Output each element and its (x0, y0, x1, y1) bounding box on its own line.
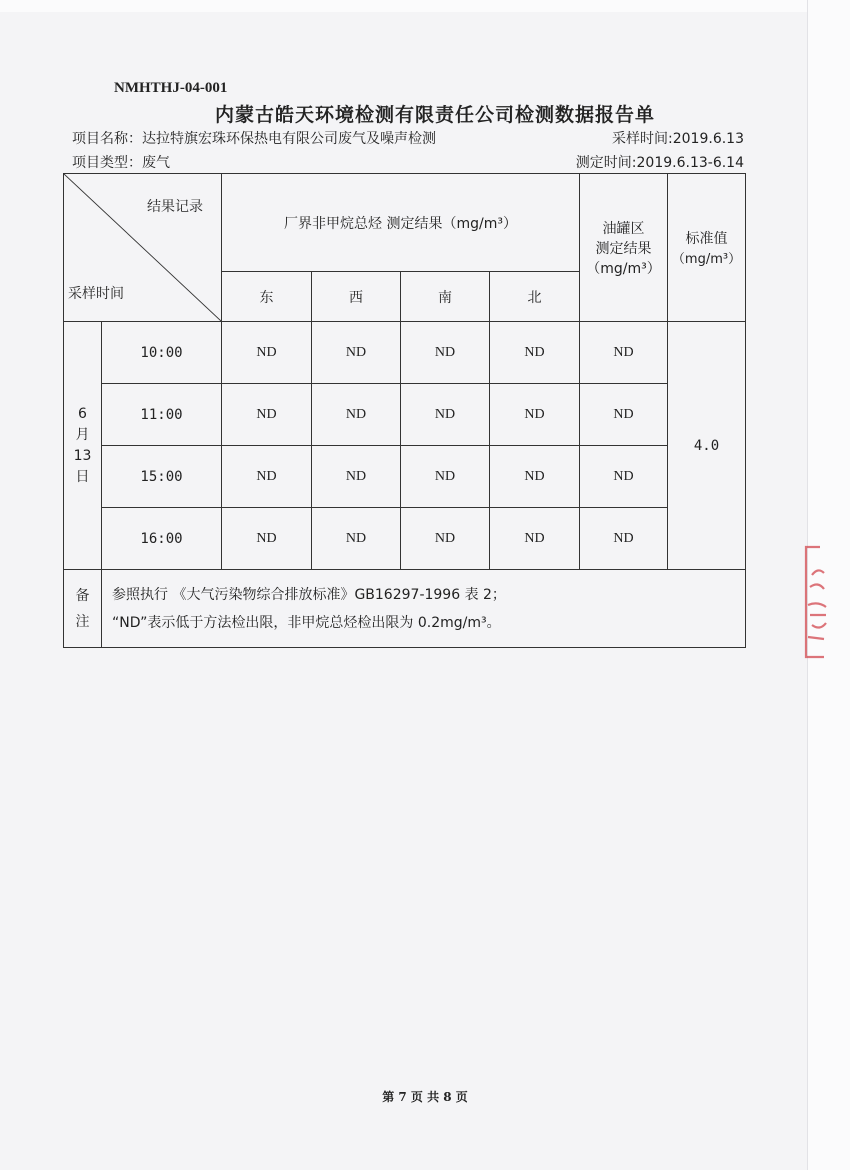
time-cell: 16:00 (102, 508, 222, 570)
boundary-header: 厂界非甲烷总烃 测定结果（mg/m³） (222, 174, 580, 272)
project-type: 项目类型：废气 (72, 155, 170, 171)
corner-result-label: 结果记录 (147, 199, 203, 215)
standard-value: 4.0 (668, 322, 746, 570)
south-value: ND (401, 508, 490, 570)
notes-label-part: 备 (75, 587, 90, 604)
tank-value: ND (580, 322, 668, 384)
south-value: ND (401, 322, 490, 384)
direction-north: 北 (490, 272, 580, 322)
time-cell: 10:00 (102, 322, 222, 384)
direction-west: 西 (312, 272, 401, 322)
west-value: ND (312, 322, 401, 384)
table-row (64, 508, 746, 570)
page-edge-top (0, 0, 850, 12)
south-value: ND (401, 384, 490, 446)
direction-east: 东 (222, 272, 312, 322)
east-value: ND (222, 322, 312, 384)
date-part: 13 (73, 447, 92, 464)
table-row (64, 322, 746, 384)
date-cell (64, 322, 102, 570)
date-part: 6 (78, 405, 87, 422)
corner-header-cell (64, 174, 222, 322)
document-code: NMHTHJ-04-001 (114, 80, 228, 96)
page-number: 第 7 页 共 8 页 (382, 1090, 468, 1104)
south-value: ND (401, 446, 490, 508)
notes-line-1: 参照执行 《大气污染物综合排放标准》GB16297-1996 表 2； (112, 586, 506, 603)
date-part: 月 (75, 426, 90, 443)
notes-line-2: “ND”表示低于方法检出限，非甲烷总烃检出限为 0.2mg/m³。 (112, 614, 501, 631)
tank-value: ND (580, 508, 668, 570)
meta-row-1 (72, 128, 744, 148)
standard-header-line2: （mg/m³） (671, 252, 742, 267)
east-value: ND (222, 446, 312, 508)
west-value: ND (312, 384, 401, 446)
north-value: ND (490, 322, 580, 384)
west-value: ND (312, 446, 401, 508)
project-name: 项目名称：达拉特旗宏珠环保热电有限公司废气及噪声检测 (72, 131, 436, 147)
measure-time: 测定时间:2019.6.13-6.14 (575, 155, 744, 171)
tank-header-line3: （mg/m³） (586, 260, 661, 277)
north-value: ND (490, 384, 580, 446)
standard-header-line1: 标准值 (685, 231, 728, 247)
north-value: ND (490, 508, 580, 570)
report-title: 内蒙古皓天环境检测有限责任公司检测数据报告单 (214, 104, 655, 126)
notes-label-part: 注 (75, 613, 90, 630)
tank-value: ND (580, 446, 668, 508)
time-cell: 11:00 (102, 384, 222, 446)
corner-time-label: 采样时间 (68, 286, 124, 302)
tank-value: ND (580, 384, 668, 446)
tank-header-line1: 油罐区 (602, 220, 645, 237)
notes-text (102, 570, 746, 648)
tank-header-line2: 测定结果 (595, 240, 652, 257)
notes-row (64, 570, 746, 648)
table-row (64, 446, 746, 508)
east-value: ND (222, 384, 312, 446)
meta-row-2 (72, 152, 744, 172)
direction-south: 南 (401, 272, 490, 322)
table-row (64, 384, 746, 446)
east-value: ND (222, 508, 312, 570)
west-value: ND (312, 508, 401, 570)
north-value: ND (490, 446, 580, 508)
red-seal-stamp (798, 543, 832, 661)
tank-header (580, 174, 668, 322)
sampling-time: 采样时间:2019.6.13 (612, 131, 744, 147)
time-cell: 15:00 (102, 446, 222, 508)
standard-header (668, 174, 746, 322)
notes-label (64, 570, 102, 648)
data-table (63, 173, 746, 648)
date-part: 日 (75, 468, 90, 485)
